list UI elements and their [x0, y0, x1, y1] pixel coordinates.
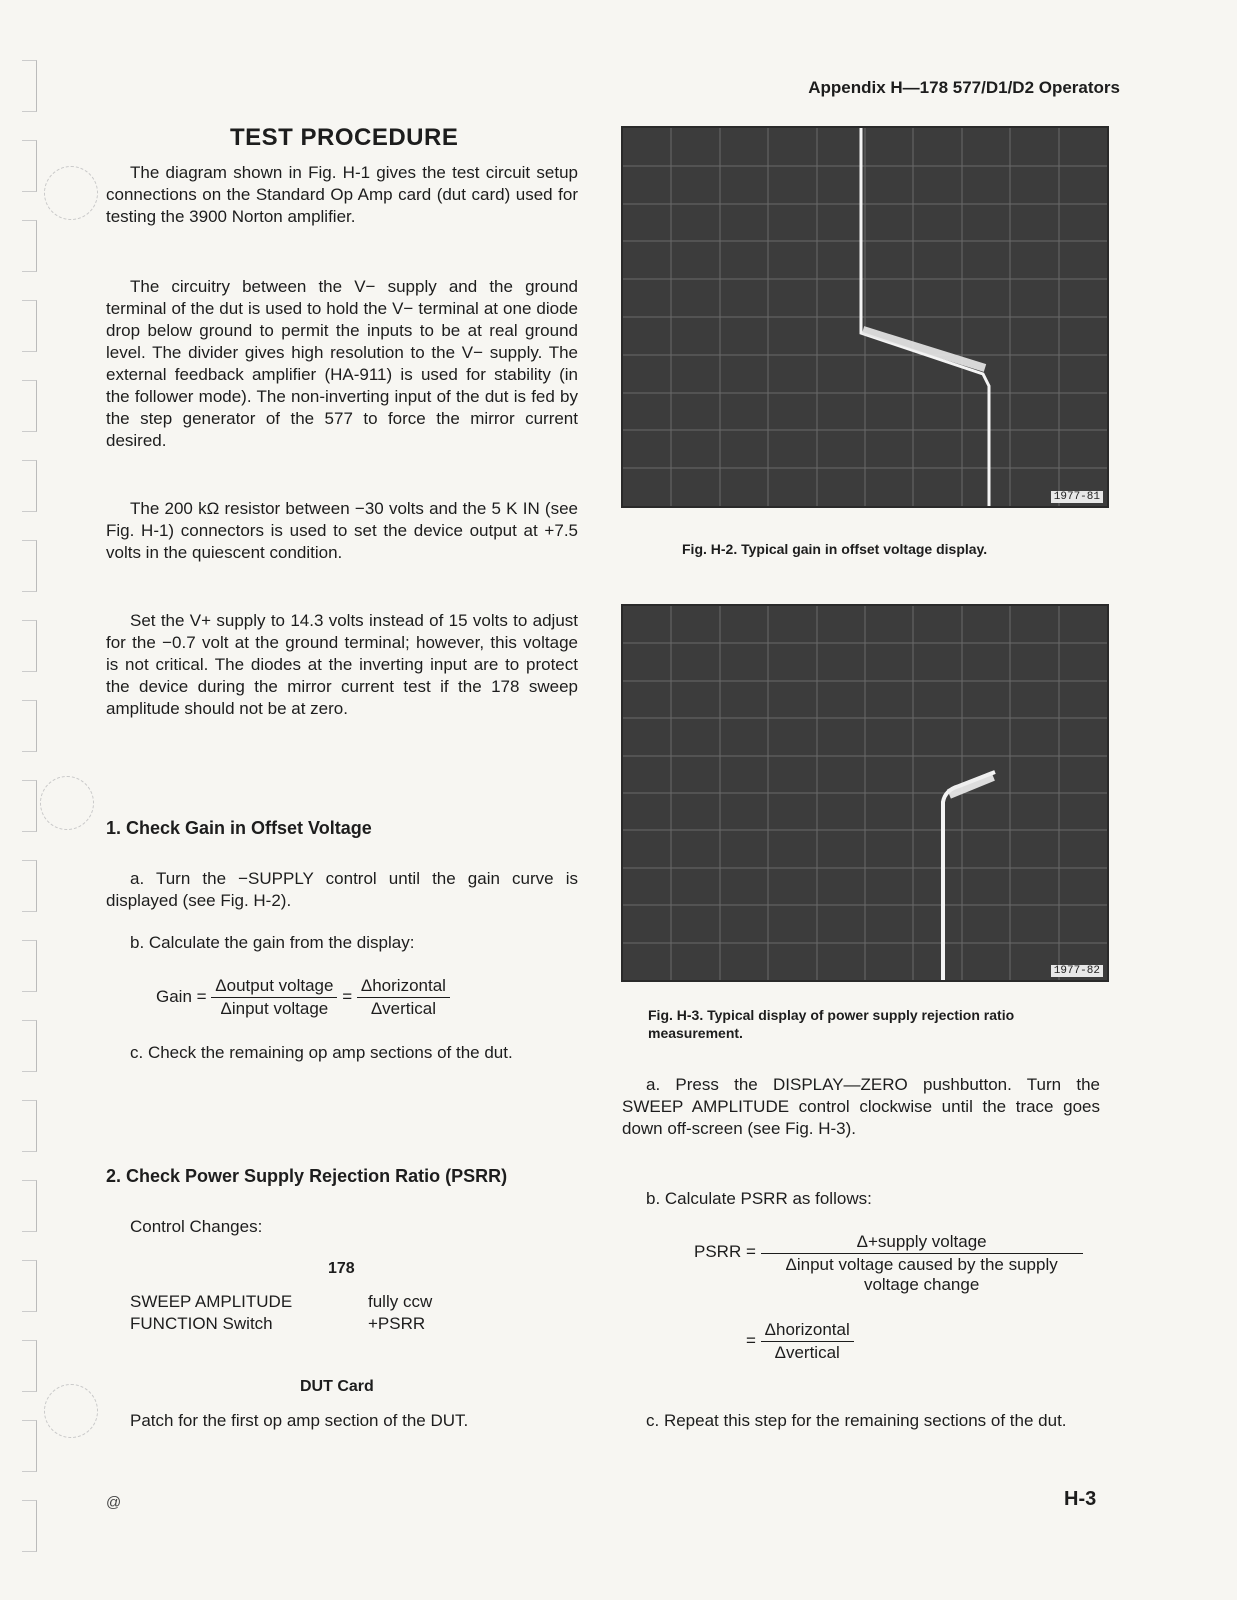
- binder-mark: [22, 1500, 37, 1552]
- binder-mark: [22, 1020, 37, 1072]
- binder-mark: [22, 940, 37, 992]
- control-changes-label: Control Changes:: [130, 1217, 263, 1236]
- section-heading: 2. Check Power Supply Rejection Ratio (PSRR): [106, 1166, 508, 1186]
- table-row: SWEEP AMPLITUDE fully ccw: [130, 1292, 433, 1311]
- step-text: c. Check the remaining op amp sections of the dut.: [130, 1043, 513, 1062]
- figure-tag: 1977-81: [1051, 491, 1103, 503]
- footer-mark: @: [106, 1494, 122, 1511]
- step-text: Patch for the first op amp section of the DUT.: [130, 1411, 469, 1430]
- punch-hole: [40, 776, 94, 830]
- binder-mark: [22, 780, 37, 832]
- page-number: H-3: [1064, 1488, 1097, 1510]
- scope-trace: [623, 606, 1107, 980]
- binder-mark: [22, 1260, 37, 1312]
- figure-tag: 1977-82: [1051, 965, 1103, 977]
- binder-mark: [22, 620, 37, 672]
- section-heading: 1. Check Gain in Offset Voltage: [106, 818, 372, 838]
- step-text: a. Turn the −SUPPLY control until the gain curve is displayed (see Fig. H-2).: [106, 869, 578, 910]
- psrr-equation: PSRR = $\frac{\text{Δ+supply voltage}}{\text{Δinput voltage caused by the supply voltage change}}$: [694, 1232, 1083, 1295]
- step-text: c. Repeat this step for the remaining sections of the dut.: [646, 1411, 1067, 1430]
- paragraph: The diagram shown in Fig. H-1 gives the test circuit setup connections on the Standard Op Amp card (dut card) used for testing the 3900 Norton amplifier.: [106, 163, 578, 226]
- binder-mark: [22, 540, 37, 592]
- paragraph: Set the V+ supply to 14.3 volts instead of 15 volts to adjust for the −0.7 volt at the ground terminal; however, this voltage is not critical. The diodes at the inverting input are to protect the device during the mirror current test if the 178 sweep amplitude should not be at zero.: [106, 611, 578, 718]
- binder-mark: [22, 460, 37, 512]
- step-text: b. Calculate PSRR as follows:: [646, 1189, 872, 1208]
- gain-equation: Gain = $\frac{\text{Δoutput voltage}}{\text{Δinput voltage}}$ = $\frac{\text{Δhorizontal}}{\text{Δvertical}}$: [156, 976, 450, 1019]
- oscilloscope-photo-fig-h3: [621, 604, 1109, 982]
- paragraph: The circuitry between the V− supply and the ground terminal of the dut is used to hold the V− terminal at one diode drop below ground to permit the inputs to be at real ground level. The divider gives high resolution to the V− supply. The external feedback amplifier (HA-911) is used for stability (in the follower mode). The non-inverting input of the dut is fed by the step generator of the 577 to force the mirror current desired.: [106, 277, 578, 450]
- step-text: a. Press the DISPLAY—ZERO pushbutton. Turn the SWEEP AMPLITUDE control clockwise until the trace goes down off-screen (see Fig. H-3).: [622, 1075, 1100, 1138]
- binder-mark: [22, 700, 37, 752]
- running-header: Appendix H—178 577/D1/D2 Operators: [808, 78, 1120, 97]
- figure-caption: Fig. H-3. Typical display of power supply rejection ratio measurement.: [648, 1007, 1015, 1041]
- binder-mark: [22, 1100, 37, 1152]
- group-label-dut: DUT Card: [300, 1378, 374, 1395]
- binder-mark: [22, 1180, 37, 1232]
- oscilloscope-photo-fig-h2: [621, 126, 1109, 508]
- page-title: TEST PROCEDURE: [230, 124, 459, 151]
- paragraph: The 200 kΩ resistor between −30 volts and the 5 K IN (see Fig. H-1) connectors is used to set the device output at +7.5 volts in the quiescent condition.: [106, 499, 578, 562]
- figure-caption: Fig. H-2. Typical gain in offset voltage display.: [682, 541, 988, 557]
- binder-mark: [22, 60, 37, 112]
- binder-mark: [22, 220, 37, 272]
- psrr-equation-2: = $\frac{\text{Δhorizontal}}{\text{Δvertical}}$: [746, 1320, 854, 1363]
- scope-trace: [623, 128, 1107, 506]
- punch-hole: [44, 166, 98, 220]
- binder-mark: [22, 380, 37, 432]
- table-row: FUNCTION Switch +PSRR: [130, 1314, 426, 1333]
- group-label-178: 178: [328, 1260, 355, 1277]
- binder-mark: [22, 1340, 37, 1392]
- binder-mark: [22, 140, 37, 192]
- punch-hole: [44, 1384, 98, 1438]
- binder-mark: [22, 860, 37, 912]
- binder-mark: [22, 1420, 37, 1472]
- binder-mark: [22, 300, 37, 352]
- step-text: b. Calculate the gain from the display:: [130, 933, 415, 952]
